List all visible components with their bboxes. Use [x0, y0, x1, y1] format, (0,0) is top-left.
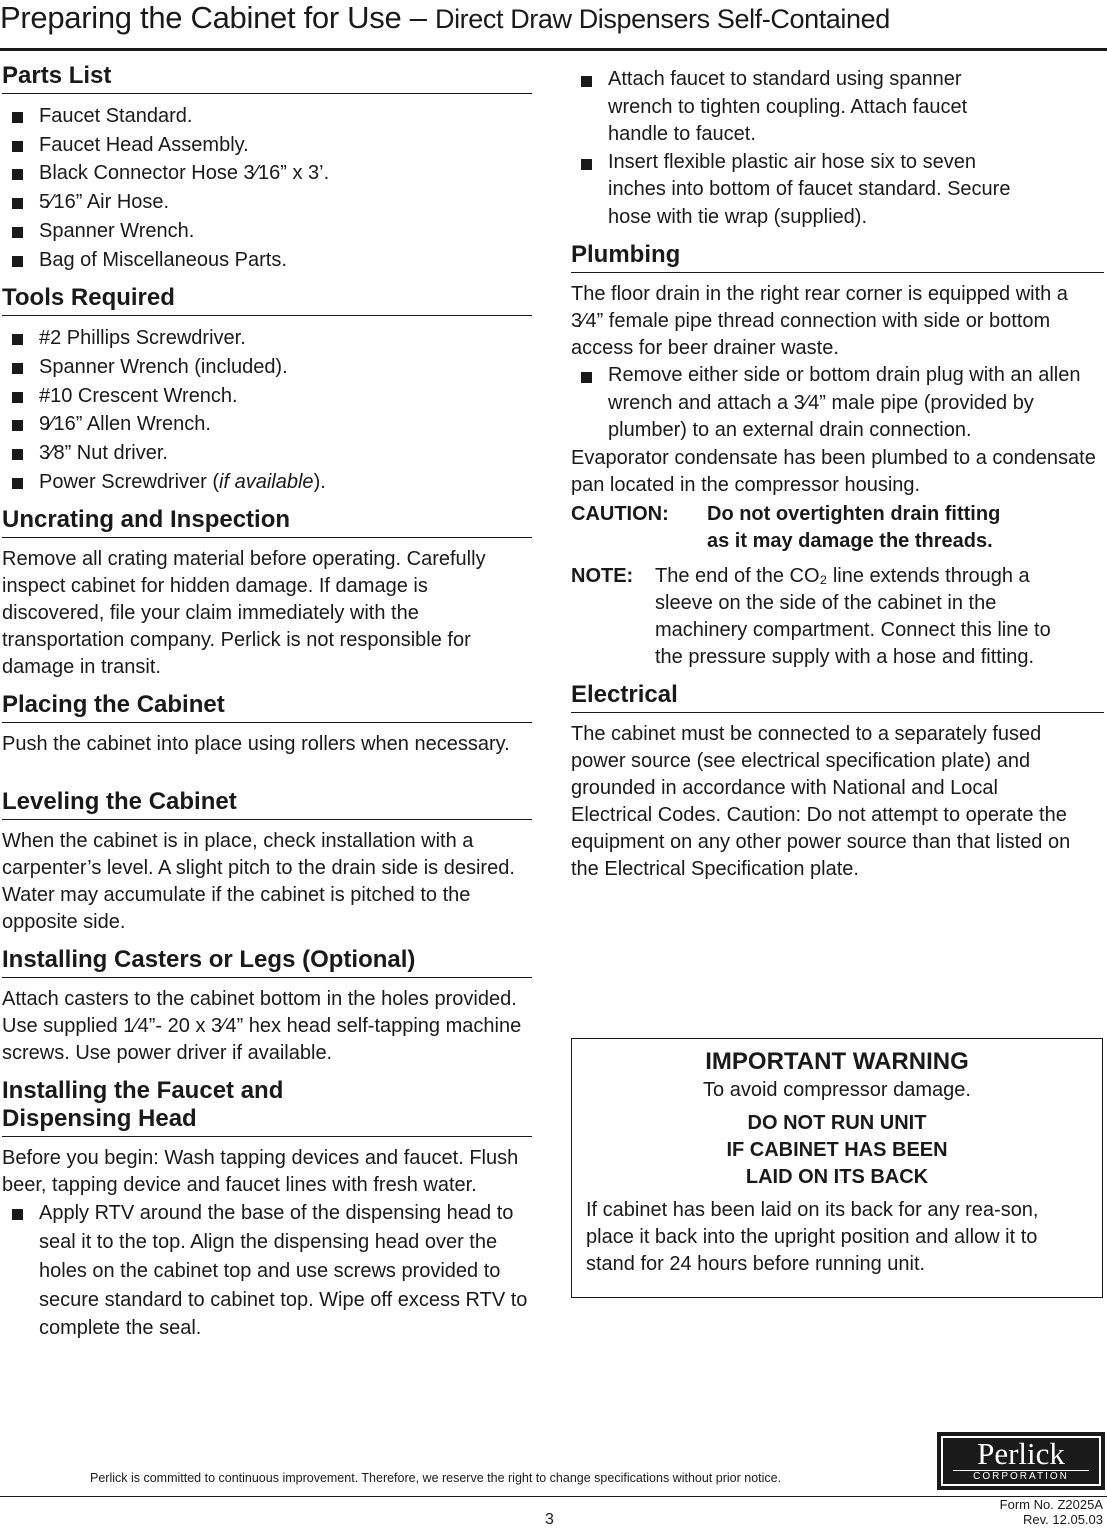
faucet-heading: Installing the Faucet and Dispensing Head [2, 1077, 284, 1133]
list-item: Bag of Miscellaneous Parts. [2, 246, 532, 275]
list-item: 3⁄8” Nut driver. [2, 439, 532, 468]
list-item: Apply RTV around the base of the dispensing head to seal it to the top. Align the dispensing head over the holes on the cabinet top and use screws provided to secure standard to cabinet top. Wipe off excess RTV to complete the seal. [2, 1199, 532, 1343]
tools-required-section [2, 284, 532, 496]
list-item: Spanner Wrench. [2, 217, 532, 246]
power-item-suffix: ). [313, 470, 326, 493]
faucet-section [2, 1077, 532, 1343]
placing-body: Push the cabinet into place using rollers when necessary. [2, 733, 510, 756]
form-no-text: Form No. Z2025A [999, 1497, 1103, 1512]
page-number: 3 [545, 1511, 554, 1528]
list-item: Attach faucet to standard using spanner wrench to tighten coupling. Attach faucet handle to faucet. [571, 66, 1104, 149]
caution-line-2: as it may damage the threads. [707, 529, 993, 552]
list-item: Insert flexible plastic air hose six to seven inches into bottom of faucet standard. Secure hose with tie wrap (supplied). [571, 149, 1104, 232]
list-item: Remove either side or bottom drain plug with an allen wrench and attach a 3⁄4” male pipe (provided by plumber) to an external drain connection. [571, 362, 1104, 445]
plumbing-evaporator: Evaporator condensate has been plumbed to a condensate pan located in the compressor housing. [571, 446, 1096, 496]
note-text: The end of the CO₂ line extends through a sleeve on the side of the cabinet in the machinery compartment. Connect this line to the pressure supply with a hose and fitting. [655, 564, 1051, 668]
important-warning-box [571, 1038, 1103, 1298]
list-item: Faucet Head Assembly. [2, 131, 532, 160]
faucet-list-continued [571, 66, 1104, 231]
title-rule [0, 48, 1107, 51]
caution-line-1: Do not overtighten drain fitting [707, 502, 1001, 525]
parts-list-section [2, 62, 532, 274]
casters-section [2, 946, 532, 1067]
list-item: Faucet Standard. [2, 102, 532, 131]
electrical-heading: Electrical [571, 681, 1104, 713]
uncrating-heading: Uncrating and Inspection [2, 506, 532, 538]
caution-block [571, 501, 1104, 555]
warning-caps-line-2: IF CABINET HAS BEEN [726, 1139, 948, 1161]
warning-caps [586, 1110, 1088, 1191]
logo-corp: CORPORATION [953, 1470, 1089, 1483]
form-number [1000, 1497, 1103, 1527]
list-item: #10 Crescent Wrench. [2, 382, 532, 411]
tools-required-heading: Tools Required [2, 284, 532, 316]
left-column [2, 62, 532, 1353]
title-main: Preparing the Cabinet for Use – [0, 0, 435, 35]
tools-list [2, 324, 532, 496]
right-column [571, 62, 1104, 893]
title-sub: Direct Draw Dispensers Self-Contained [434, 4, 890, 34]
caution-label: CAUTION: [571, 502, 669, 525]
faucet-body: Before you begin: Wash tapping devices and faucet. Flush beer, tapping device and faucet lines with fresh water. [2, 1147, 519, 1197]
electrical-body: The cabinet must be connected to a separately fused power source (see electrical specification plate) and grounded in accordance with National and Local Electrical Codes. Caution: Do not attempt to operate the equipment on any other power source than that listed on the Electrical Specification plate. [571, 722, 1071, 880]
plumbing-heading: Plumbing [571, 241, 1104, 273]
plumbing-intro: The floor drain in the right rear corner is equipped with a 3⁄4” female pipe thread connection with side or bottom access for beer drainer waste. [571, 283, 1068, 359]
casters-heading: Installing Casters or Legs (Optional) [2, 946, 532, 978]
uncrating-body: Remove all crating material before operating. Carefully inspect cabinet for hidden damage. If damage is discovered, file your claim immediately with the transportation company. Perlick is not responsible for damage in transit. [2, 548, 486, 679]
logo-name: Perlick [977, 1436, 1065, 1471]
leveling-heading: Leveling the Cabinet [2, 788, 532, 820]
warning-caps-line-3: LAID ON ITS BACK [745, 1166, 929, 1188]
page-title [0, 0, 1107, 37]
electrical-section [571, 681, 1104, 883]
list-item: #2 Phillips Screwdriver. [2, 324, 532, 353]
footer-rule [0, 1496, 1107, 1497]
list-item [2, 468, 532, 497]
placing-heading: Placing the Cabinet [2, 691, 532, 723]
perlick-logo [937, 1432, 1105, 1490]
list-item: Black Connector Hose 3⁄16” x 3’. [2, 159, 532, 188]
list-item: 5⁄16” Air Hose. [2, 188, 532, 217]
uncrating-section [2, 506, 532, 681]
leveling-section [2, 788, 532, 936]
faucet-list [2, 1199, 532, 1343]
faucet-continued [571, 66, 1104, 231]
warning-body: If cabinet has been laid on its back for any rea-son, place it back into the upright position and allow it to stand for 24 hours before running unit. [586, 1199, 1039, 1275]
note-label: NOTE: [571, 564, 634, 587]
casters-body: Attach casters to the cabinet bottom in the holes provided. Use supplied 1⁄4”- 20 x 3⁄4” hex head self-tapping machine screws. Use power driver if available. [2, 988, 522, 1065]
leveling-body: When the cabinet is in place, check installation with a carpenter’s level. A slight pitch to the drain side is desired. Water may accumulate if the cabinet is pitched to the opposite side. [2, 830, 515, 934]
warning-title: IMPORTANT WARNING [705, 1048, 969, 1075]
warning-caps-line-1: DO NOT RUN UNIT [747, 1112, 927, 1134]
plumbing-section [571, 241, 1104, 671]
plumbing-list [571, 362, 1104, 445]
list-item: 9⁄16” Allen Wrench. [2, 410, 532, 439]
power-item-italic: if available [219, 470, 314, 493]
rev-text: Rev. 12.05.03 [1023, 1512, 1103, 1527]
parts-list [2, 102, 532, 274]
footer-notice: Perlick is committed to continuous improvement. Therefore, we reserve the right to change specifications without prior notice. [90, 1471, 782, 1485]
faucet-heading-rule [2, 1136, 532, 1137]
list-item: Spanner Wrench (included). [2, 353, 532, 382]
note-block [571, 563, 1104, 671]
parts-list-heading: Parts List [2, 62, 532, 94]
warning-subtitle: To avoid compressor damage. [703, 1079, 971, 1101]
power-item-prefix: Power Screwdriver ( [39, 470, 220, 493]
placing-section [2, 691, 532, 758]
